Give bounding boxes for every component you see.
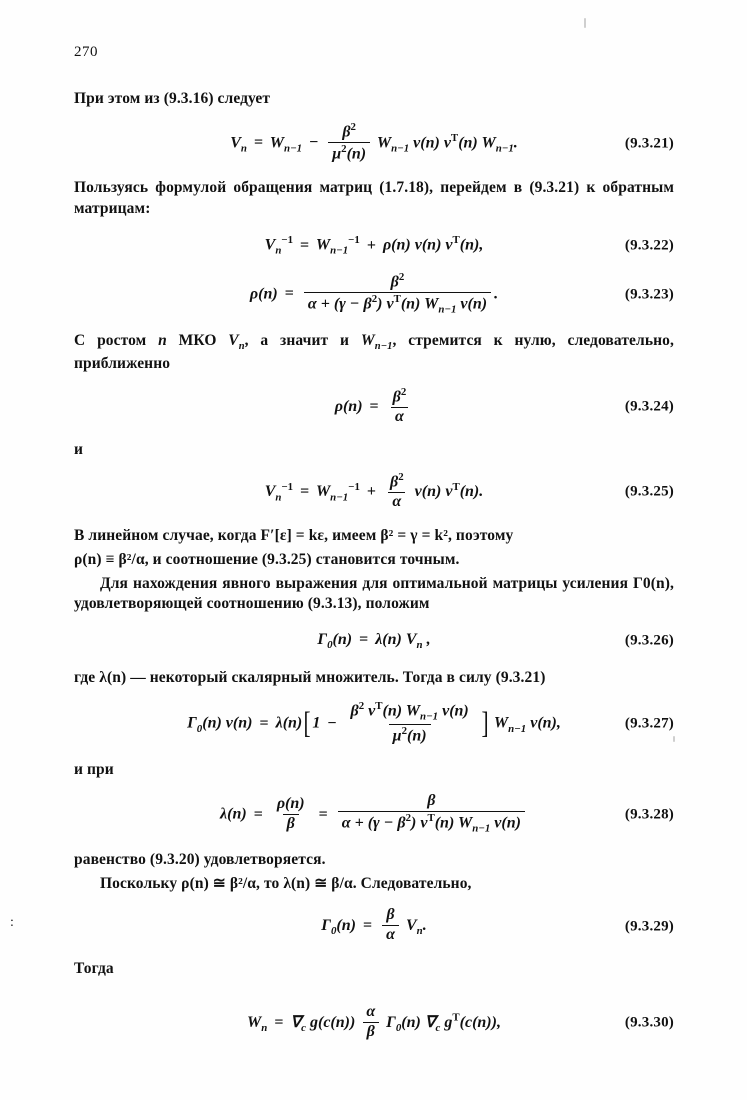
equation-9-3-30 [74, 1005, 674, 1042]
equation-9-3-29 [74, 908, 674, 945]
equation-9-3-21 [74, 123, 674, 164]
paragraph-9: Поскольку ρ(n) ≅ β²/α, то λ(n) ≅ β/α. Следовательно, [100, 875, 472, 893]
paragraph-3-pre: С ростом [74, 331, 159, 349]
equation-9-3-24 [74, 385, 674, 427]
paragraph-3-end: , стремится к нулю, следовательно, приближенно [74, 331, 674, 372]
conjunction-line: и [74, 440, 83, 458]
equation-9-3-27-body: $\Gamma_0(n) v(n) = \lambda(n)[1$ − $\frac{\beta^2 v^T(n) W_{n-1} v(n)}{\mu^2(n)}$ ] $W_{n-1}$ v(n), [187, 700, 561, 745]
equation-tag: (9.3.25) [624, 483, 674, 500]
equation-tag: (9.3.30) [624, 1014, 674, 1031]
paragraph-10: Тогда [74, 959, 114, 977]
paragraph-6: где λ(n) — некоторый скалярный множитель. Тогда в силу (9.3.21) [74, 669, 546, 687]
equation-9-3-26 [74, 628, 674, 654]
page-content [74, 44, 674, 1056]
equation-9-3-24-body: ρ(n) = $\frac{\beta^2}{\alpha}$ [334, 385, 407, 425]
equation-9-3-23-body: ρ(n) = $\frac{\beta^2}{\alpha + (\gamma - \beta^2) v^T(n) W_{n-1} v(n)}$ . [249, 270, 499, 316]
paragraph-3-mid: МКО [166, 331, 229, 349]
equation-tag: (9.3.24) [624, 398, 674, 415]
paragraph-7: и при [74, 761, 114, 779]
paragraph-8: равенство (9.3.20) удовлетворяется. [74, 851, 326, 869]
paragraph-4-line-2: ρ(n) ≡ β²/α, и соотношение (9.3.25) становится точным. [74, 550, 460, 568]
equation-9-3-29-body: $\Gamma_0(n)$ = $\frac{\beta}{\alpha}$ $V_n$. [321, 906, 427, 944]
equation-tag: (9.3.21) [624, 135, 674, 152]
equation-tag: (9.3.23) [624, 286, 674, 303]
equation-tag: (9.3.27) [624, 715, 674, 732]
paragraph-2: Пользуясь формулой обращения матриц (1.7.18), перейдем в (9.3.21) к обратным матрицам: [74, 179, 674, 217]
equation-9-3-26-body: $\Gamma_0(n) = \lambda(n)$ $V_n$ , [317, 630, 431, 652]
equation-9-3-28 [74, 794, 674, 836]
equation-9-3-25-body: $V_n^{-1} = W_{n-1}^{-1}$ + $\frac{\beta^2}{\alpha}$ v(n) $v^T(n)$. [264, 470, 484, 510]
page-number: 270 [74, 44, 98, 60]
equation-9-3-28-body: λ(n) = $\frac{\rho(n)}{\beta}$ = $\frac{\beta}{\alpha + (\gamma - \beta^2) v^T(n) W_{n-1} v(n)}$ [220, 794, 528, 836]
equation-9-3-23 [74, 270, 674, 317]
equation-9-3-21-body: $V_n = W_{n-1}$ − $\frac{\beta^2}{\mu^2(n)}$ $W_{n-1}$ v(n) $v^T(n)$ $W_{n-1}$. [230, 121, 518, 163]
equation-9-3-27 [74, 702, 674, 746]
equation-tag: (9.3.28) [624, 806, 674, 823]
scan-speck [584, 18, 586, 28]
equation-tag: (9.3.22) [624, 237, 674, 254]
paragraph-3-mid2: , а значит и [244, 331, 361, 349]
equation-tag: (9.3.26) [624, 632, 674, 649]
equation-9-3-25 [74, 470, 674, 512]
margin-mark: : [10, 915, 14, 930]
paragraph-4-line-1: В линейном случае, когда F′[ε] = kε, имеем β² = γ = k², поэтому [74, 526, 514, 544]
equation-9-3-22 [74, 233, 674, 259]
equation-tag: (9.3.29) [624, 918, 674, 935]
paragraph-3: С ростом n МКО $V_n$, а значит и $W_{n-1}$, стремится к нулю, следовательно, приближенно [74, 331, 674, 372]
equation-9-3-22-body: $V_n^{-1} = W_{n-1}^{-1} + \rho(n)$ v(n) $v^T(n)$, [264, 234, 484, 257]
equation-9-3-30-body: $W_n = \nabla_c$ g(c(n)) $\frac{\alpha}{\beta}$ $\Gamma_0(n)$ $\nabla_c$ $g^T(c(n))$, [247, 1003, 501, 1040]
paragraph-5: Для нахождения явного выражения для оптимальной матрицы усиления Г0(n), удовлетворяющей соотношению (9.3.13), положим [74, 574, 674, 612]
paragraph-1: При этом из (9.3.16) следует [74, 90, 271, 107]
